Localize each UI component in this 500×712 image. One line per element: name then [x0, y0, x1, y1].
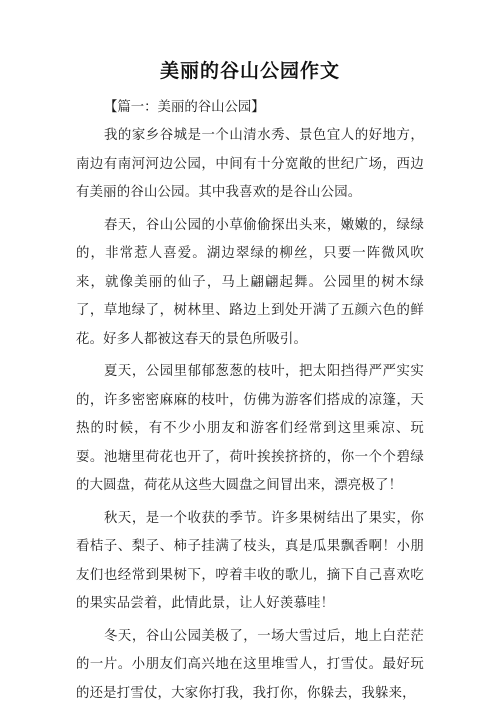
article-body: [76, 94, 424, 712]
paragraph-intro: 我的家乡谷城是一个山清水秀、景色宜人的好地方，南边有南河河边公园，中间有十分宽敞的世纪广场，西边有美丽的谷山公园。其中我喜欢的是谷山公园。: [76, 128, 424, 200]
paragraph-winter: 冬天，谷山公园美极了，一场大雪过后，地上白茫茫的一片。小朋友们高兴地在这里堆雪人，打雪仗。最好玩的还是打雪仗，大家你打我，我打你，你躲去，我躲来，: [76, 628, 424, 701]
paragraph-summer: 夏天，公园里郁郁葱葱的枝叶，把太阳挡得严严实实的，许多密密麻麻的枝叶，仿佛为游客们搭成的凉篷，天热的时候，有不少小朋友和游客们经常到这里乘凉、玩耍。池塘里荷花也开了，荷叶挨挨挤挤的，你一个个碧绿的大圆盘，荷花从这些大圆盘之间冒出来，漂亮极了！: [76, 364, 424, 493]
paragraph-spring: 春天，谷山公园的小草偷偷探出头来，嫩嫩的，绿绿的，非常惹人喜爱。湖边翠绿的柳丝，只要一阵微风吹来，就像美丽的仙子，马上翩翩起舞。公园里的树木绿了，草地绿了，树林里、路边上到处开满了五颜六色的鲜花。好多人都被这春天的景色所吸引。: [76, 217, 424, 347]
page-title: 美丽的谷山公园作文: [159, 60, 340, 82]
paragraph-autumn: 秋天，是一个收获的季节。许多果树结出了果实，你看桔子、梨子、柿子挂满了枝头，真是瓜果飘香啊！小朋友们也经常到果树下，哼着丰收的歌儿，摘下自己喜欢吃的果实品尝着，此情此景，让人好羡慕哇！: [76, 510, 424, 611]
section-heading: 【篇一：美丽的谷山公园】: [104, 100, 265, 115]
